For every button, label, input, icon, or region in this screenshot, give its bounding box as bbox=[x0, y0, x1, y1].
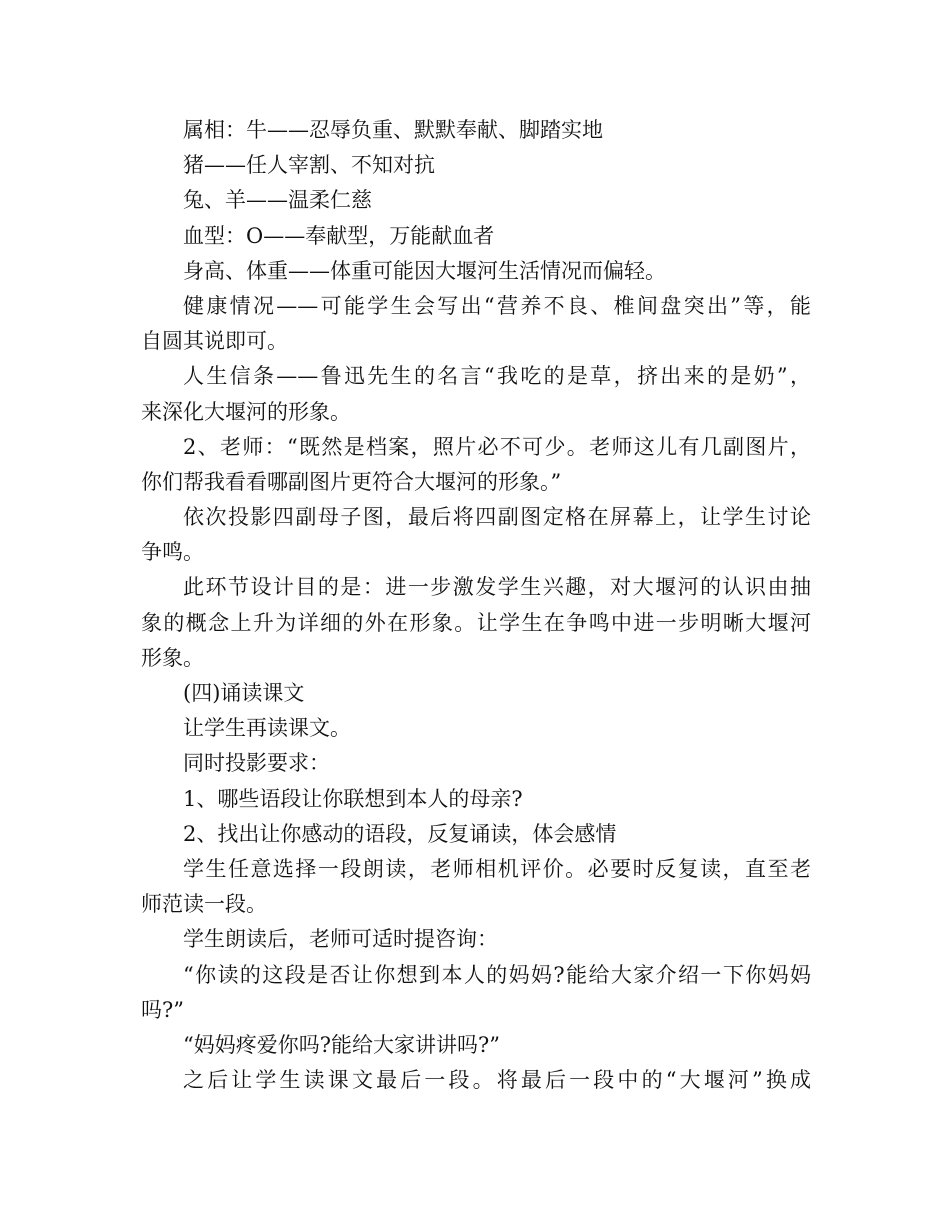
text-line: 1、哪些语段让你联想到本人的母亲? bbox=[183, 786, 523, 811]
text-line: 象的概念上升为详细的外在形象。让学生在争鸣中进一步明晰大堰河 bbox=[141, 610, 811, 635]
text-line: 此环节设计目的是：进一步激发学生兴趣，对大堰河的认识由抽 bbox=[183, 575, 811, 600]
text-line: 猪——任人宰割、不知对抗 bbox=[183, 153, 435, 178]
text-line: 同时投影要求： bbox=[183, 751, 330, 776]
text-line: 形象。 bbox=[141, 645, 204, 670]
text-line: “你读的这段是否让你想到本人的妈妈?能给大家介绍一下你妈妈 bbox=[183, 962, 811, 987]
text-line: 来深化大堰河的形象。 bbox=[141, 399, 351, 424]
text-line: 你们帮我看看哪副图片更符合大堰河的形象。” bbox=[141, 469, 562, 494]
document-body bbox=[141, 113, 811, 1098]
text-line: 让学生再读课文。 bbox=[183, 716, 351, 741]
text-line: 吗?” bbox=[141, 997, 184, 1022]
text-line: 身高、体重——体重可能因大堰河生活情况而偏轻。 bbox=[183, 258, 666, 283]
text-line: (四)诵读课文 bbox=[183, 681, 305, 705]
text-line: 之后让学生读课文最后一段。将最后一段中的“大堰河”换成 bbox=[183, 1068, 811, 1093]
text-line: 属相：牛——忍辱负重、默默奉献、脚踏实地 bbox=[183, 118, 603, 142]
text-line: 健康情况——可能学生会写出“营养不良、椎间盘突出”等，能 bbox=[183, 293, 811, 318]
text-line: “妈妈疼爱你吗?能给大家讲讲吗?” bbox=[183, 1032, 500, 1057]
text-line: 学生朗读后，老师可适时提咨询： bbox=[183, 927, 498, 952]
text-line: 依次投影四副母子图，最后将四副图定格在屏幕上，让学生讨论 bbox=[183, 505, 811, 530]
text-line: 学生任意选择一段朗读，老师相机评价。必要时反复读，直至老 bbox=[183, 856, 811, 881]
text-line: 2、找出让你感动的语段，反复诵读，体会感情 bbox=[183, 821, 617, 846]
text-line: 2、老师：“既然是档案，照片必不可少。老师这儿有几副图片， bbox=[183, 434, 811, 459]
text-line: 自圆其说即可。 bbox=[141, 329, 288, 354]
text-line: 争鸣。 bbox=[141, 540, 204, 565]
text-line: 师范读一段。 bbox=[141, 892, 267, 917]
text-line: 血型：O——奉献型，万能献血者 bbox=[183, 223, 495, 248]
text-line: 兔、羊——温柔仁慈 bbox=[183, 188, 372, 213]
text-line: 人生信条——鲁迅先生的名言“我吃的是草，挤出来的是奶”， bbox=[183, 364, 811, 389]
